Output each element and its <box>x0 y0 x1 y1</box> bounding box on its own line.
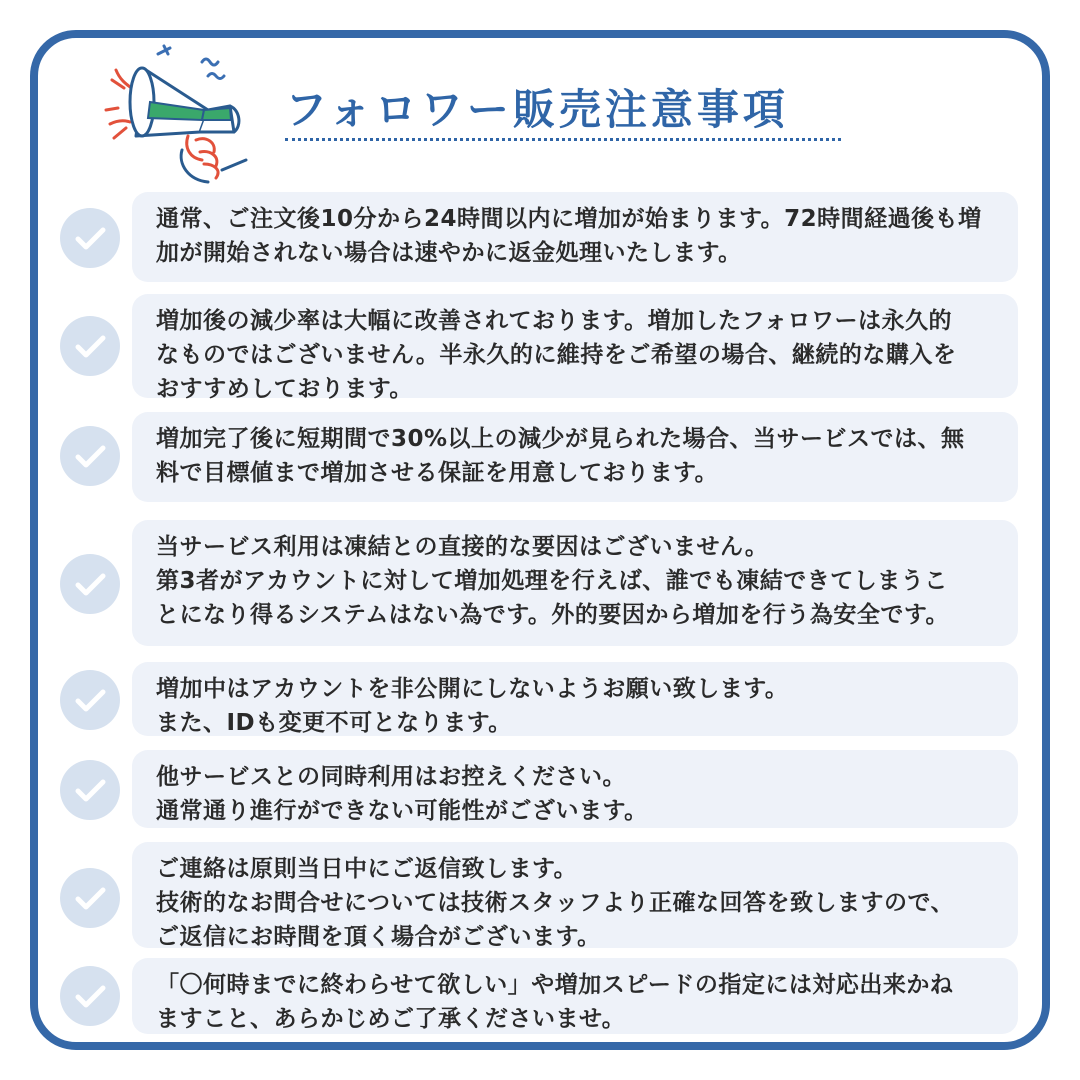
notice-card <box>132 520 1018 646</box>
check-circle-icon <box>60 966 120 1026</box>
list-item <box>60 294 1020 402</box>
page-title: フォロワー販売注意事項 <box>285 85 789 134</box>
title-block <box>285 84 845 146</box>
list-item <box>60 750 1020 828</box>
list-item <box>60 842 1020 948</box>
check-circle-icon <box>60 316 120 376</box>
megaphone-icon <box>104 40 264 190</box>
notice-card <box>132 192 1018 282</box>
notice-text: 増加中はアカウントを非公開にしないようお願い致します。 また、IDも変更不可となります。 <box>156 676 789 736</box>
notice-text: 他サービスとの同時利用はお控えください。 通常通り進行ができない可能性がございます。 <box>156 764 648 824</box>
notice-text: 増加完了後に短期間で30%以上の減少が見られた場合、当サービスでは、無 料で目標値まで増加させる保証を用意しております。 <box>156 426 965 486</box>
check-circle-icon <box>60 554 120 614</box>
check-circle-icon <box>60 426 120 486</box>
check-circle-icon <box>60 208 120 268</box>
list-item <box>60 662 1020 736</box>
notice-card <box>132 750 1018 828</box>
list-item <box>60 520 1020 646</box>
notice-card <box>132 842 1018 948</box>
notice-text: 増加後の減少率は大幅に改善されております。増加したフォロワーは永久的 なものではございません。半永久的に維持をご希望の場合、継続的な購入を おすすめしております。 <box>156 308 957 402</box>
check-circle-icon <box>60 868 120 928</box>
notice-text: 当サービス利用は凍結との直接的な要因はございません。 第3者がアカウントに対して増加処理を行えば、誰でも凍結できてしまうこ とになり得るシステムはない為です。外的要因から増加を行う為安全です。 <box>156 534 950 628</box>
notice-card <box>132 662 1018 736</box>
notice-text: 通常、ご注文後10分から24時間以内に増加が始まります。72時間経過後も増 加が開始されない場合は速やかに返金処理いたします。 <box>156 206 982 266</box>
list-item <box>60 958 1020 1034</box>
notice-card <box>132 412 1018 502</box>
list-item <box>60 412 1020 502</box>
check-circle-icon <box>60 760 120 820</box>
notice-card <box>132 294 1018 402</box>
check-circle-icon <box>60 670 120 730</box>
notice-card <box>132 958 1018 1034</box>
title-underline <box>285 138 841 141</box>
notice-text: ご連絡は原則当日中にご返信致します。 技術的なお問合せについては技術スタッフより正確な回答を致しますので、 ご返信にお時間を頂く場合がございます。 <box>156 856 955 950</box>
notice-text: 「〇何時までに終わらせて欲しい」や増加スピードの指定には対応出来かね ますこと、あらかじめご了承くださいませ。 <box>156 972 954 1032</box>
list-item <box>60 192 1020 282</box>
